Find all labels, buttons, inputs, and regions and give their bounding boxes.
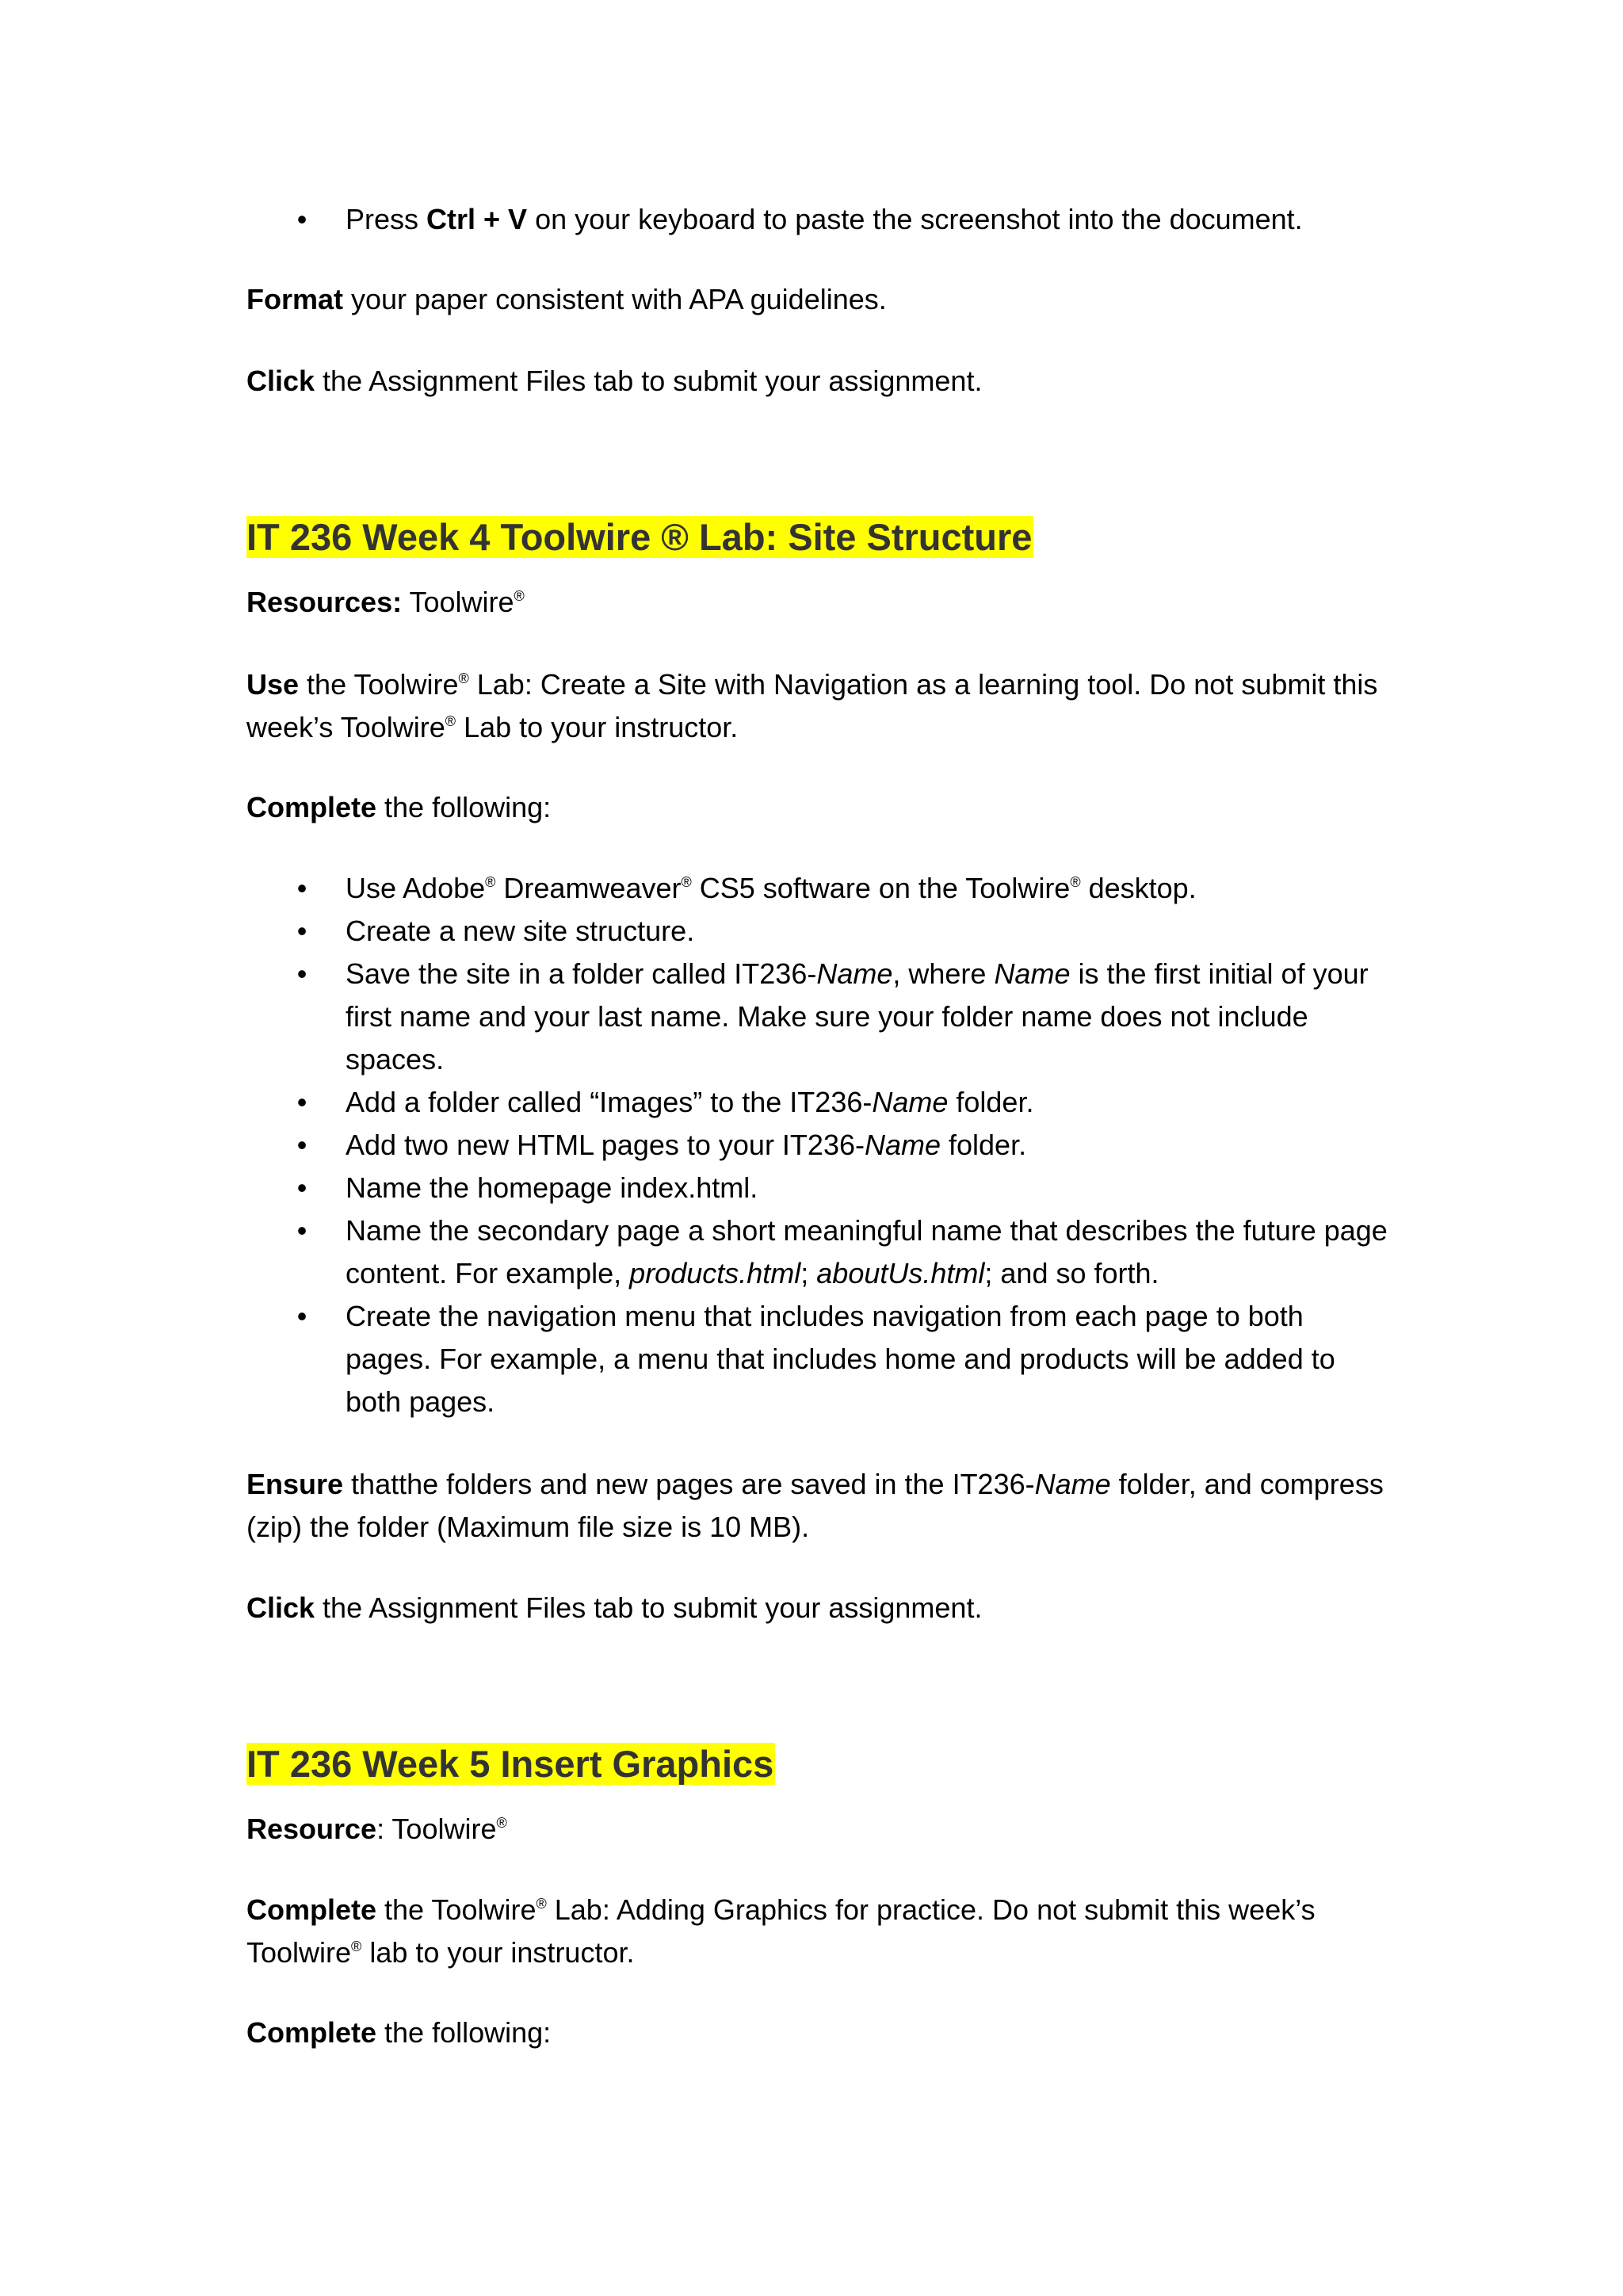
week5-complete-paragraph: Complete the Toolwire® Lab: Adding Graphics for practice. Do not submit this week’s Toolwire® lab to your instructor. xyxy=(246,1893,1316,1969)
submit-instruction: Click the Assignment Files tab to submit your assignment. xyxy=(246,365,983,397)
list-item xyxy=(246,867,1396,910)
list-item xyxy=(246,1295,1396,1423)
week4-bullet-list xyxy=(246,867,1396,1423)
week5-resource: Resource: Toolwire® xyxy=(246,1813,507,1845)
bullet-dot: • xyxy=(296,872,307,904)
bullet-dot: • xyxy=(296,1171,307,1204)
list-item-text: Name the secondary page a short meaningful name that describes the future page content. For example, products.html; aboutUs.html; and so forth. xyxy=(346,1214,1388,1289)
week4-submit-instruction: Click the Assignment Files tab to submit your assignment. xyxy=(246,1591,983,1624)
bullet-dot: • xyxy=(296,915,307,947)
document-page xyxy=(246,0,1396,2049)
list-item xyxy=(246,1081,1396,1124)
list-item-text: Name the homepage index.html. xyxy=(346,1171,758,1204)
list-item-text: Press Ctrl + V on your keyboard to paste the screenshot into the document. xyxy=(346,203,1303,235)
list-item xyxy=(246,910,1396,953)
week4-resources: Resources: Toolwire® xyxy=(246,586,525,618)
format-instruction: Format your paper consistent with APA guidelines. xyxy=(246,283,887,315)
list-item xyxy=(246,1124,1396,1167)
bullet-dot: • xyxy=(296,957,307,990)
week4-complete-line: Complete the following: xyxy=(246,791,552,823)
bullet-dot: • xyxy=(296,1086,307,1118)
list-item xyxy=(246,1209,1396,1295)
list-item-text: Add two new HTML pages to your IT236-Name folder. xyxy=(346,1129,1027,1161)
week4-heading: IT 236 Week 4 Toolwire ® Lab: Site Structure xyxy=(246,516,1033,558)
bullet-dot: • xyxy=(296,1214,307,1247)
week4-ensure-paragraph: Ensure thatthe folders and new pages are saved in the IT236-Name folder, and compress (zip) the folder (Maximum file size is 10 MB). xyxy=(246,1468,1384,1543)
week5-heading: IT 236 Week 5 Insert Graphics xyxy=(246,1743,774,1785)
week5-complete-line: Complete the following: xyxy=(246,2016,552,2049)
list-item-text: Use Adobe® Dreamweaver® CS5 software on the Toolwire® desktop. xyxy=(346,872,1197,904)
list-item xyxy=(246,1167,1396,1209)
list-item-text: Create a new site structure. xyxy=(346,915,695,947)
bullet-dot: • xyxy=(296,1300,307,1332)
list-item-text: Save the site in a folder called IT236-Name, where Name is the first initial of your first name and your last name. Make sure your folder name does not include spaces. xyxy=(346,957,1369,1075)
list-item-text: Add a folder called “Images” to the IT236-Name folder. xyxy=(346,1086,1034,1118)
list-item xyxy=(246,953,1396,1081)
bullet-dot: • xyxy=(296,1129,307,1161)
list-item-text: Create the navigation menu that includes navigation from each page to both pages. For example, a menu that includes home and products will be added to both pages. xyxy=(346,1300,1335,1418)
list-item xyxy=(246,198,1495,241)
bullet-dot: • xyxy=(296,203,307,235)
week4-use-paragraph: Use the Toolwire® Lab: Create a Site with Navigation as a learning tool. Do not submit this week’s Toolwire® Lab to your instructor. xyxy=(246,668,1378,743)
